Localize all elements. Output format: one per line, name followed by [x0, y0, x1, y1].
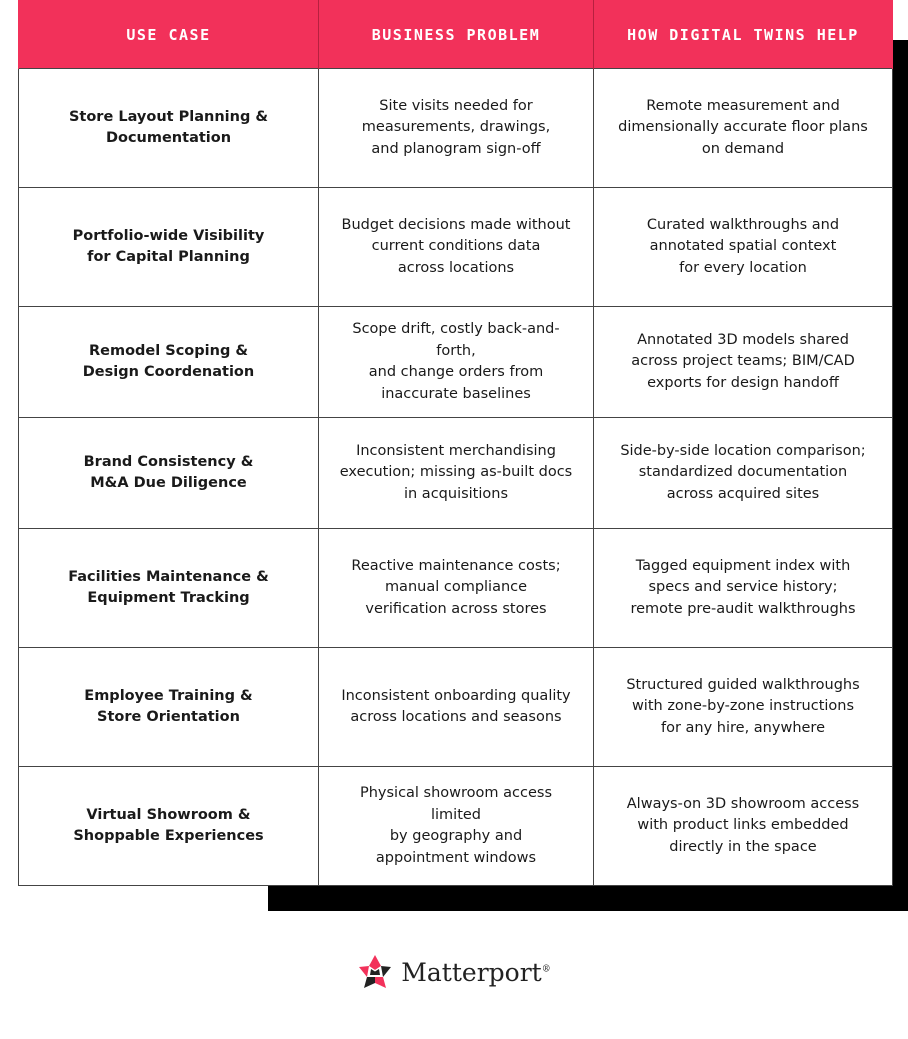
business-problem-cell-line: Physical showroom access limited	[359, 785, 553, 823]
business-problem-cell	[319, 648, 594, 767]
table-row	[19, 648, 893, 767]
digital-twins-help-cell-line: across project teams; BIM/CAD	[631, 353, 855, 370]
digital-twins-help-cell	[594, 648, 893, 767]
table-row	[19, 529, 893, 648]
business-problem-cell-line: measurements, drawings,	[361, 119, 551, 136]
matterport-star-icon	[357, 954, 393, 990]
digital-twins-help-cell-line: across acquired sites	[666, 485, 820, 502]
use-case-cell-line: Portfolio-wide Visibility	[72, 227, 265, 244]
registered-mark: ®	[541, 964, 551, 975]
business-problem-cell-line: Site visits needed for	[379, 97, 533, 114]
business-problem-cell-line: Reactive maintenance costs;	[351, 557, 561, 574]
digital-twins-help-cell-line: specs and service history;	[648, 579, 838, 596]
use-case-cell	[19, 418, 319, 529]
matterport-brand	[0, 952, 908, 992]
business-problem-cell-line: current conditions data	[371, 238, 541, 255]
business-problem-cell	[319, 307, 594, 418]
digital-twins-help-cell-line: with zone-by-zone instructions	[631, 698, 855, 715]
header-how-digital-twins-help: HOW DIGITAL TWINS HELP	[594, 1, 893, 69]
digital-twins-help-cell-line: Annotated 3D models shared	[637, 331, 849, 348]
business-problem-cell-line: manual compliance	[384, 579, 528, 596]
digital-twins-help-cell-line: for every location	[679, 259, 807, 276]
use-case-cell-line: Design Coordenation	[82, 364, 255, 380]
digital-twins-help-cell-line: Side-by-side location comparison;	[620, 442, 866, 459]
use-case-cell	[19, 529, 319, 648]
use-case-cell-line: Employee Training &	[84, 687, 253, 704]
use-case-cell	[19, 188, 319, 307]
use-case-cell-line: Store Layout Planning &	[68, 108, 269, 125]
digital-twins-help-cell	[594, 767, 893, 886]
digital-twins-help-cell-line: Structured guided walkthroughs	[626, 676, 860, 693]
business-problem-cell-line: across locations	[397, 259, 515, 276]
digital-twins-help-cell	[594, 69, 893, 188]
business-problem-cell-line: and change orders from	[368, 364, 544, 380]
digital-twins-help-cell-line: Tagged equipment index with	[635, 557, 851, 574]
digital-twins-help-cell-line: remote pre-audit walkthroughs	[630, 600, 856, 617]
use-case-cell-line: Equipment Tracking	[87, 590, 250, 606]
header-use-case: USE CASE	[19, 1, 319, 69]
use-case-cell	[19, 69, 319, 188]
brand-name	[401, 958, 550, 987]
digital-twins-help-cell-line: Remote measurement and	[646, 97, 840, 114]
use-case-cell-line: M&A Due Diligence	[90, 475, 247, 491]
header-business-problem: BUSINESS PROBLEM	[319, 1, 594, 69]
business-problem-cell-line: Inconsistent merchandising	[356, 442, 556, 459]
use-case-cell	[19, 767, 319, 886]
business-problem-cell	[319, 418, 594, 529]
business-problem-cell	[319, 767, 594, 886]
table-row	[19, 767, 893, 886]
table-row	[19, 307, 893, 418]
business-problem-cell	[319, 529, 594, 648]
use-case-cell-line: Documentation	[105, 130, 232, 146]
digital-twins-help-cell	[594, 529, 893, 648]
use-case-cell-line: Shoppable Experiences	[73, 828, 264, 844]
use-case-table	[18, 0, 893, 886]
digital-twins-help-cell	[594, 307, 893, 418]
brand-name-text: Matterport	[401, 957, 542, 987]
business-problem-cell-line: appointment windows	[375, 849, 537, 866]
business-problem-cell-line: Budget decisions made without	[341, 216, 571, 233]
digital-twins-help-cell-line: for any hire, anywhere	[660, 719, 825, 736]
business-problem-cell	[319, 69, 594, 188]
use-case-cell	[19, 307, 319, 418]
digital-twins-help-cell-line: dimensionally accurate floor plans	[618, 119, 868, 136]
digital-twins-help-cell-line: on demand	[701, 140, 785, 157]
business-problem-cell-line: in acquisitions	[403, 485, 509, 502]
use-case-cell-line: for Capital Planning	[87, 249, 250, 265]
business-problem-cell-line: by geography and	[389, 828, 523, 844]
business-problem-cell-line: execution; missing as-built docs	[339, 464, 573, 481]
digital-twins-help-cell-line: annotated spatial context	[649, 238, 837, 255]
use-case-cell-line: Remodel Scoping &	[88, 342, 249, 359]
business-problem-cell-line: and planogram sign-off	[371, 140, 541, 157]
business-problem-cell-line: Inconsistent onboarding quality	[341, 687, 571, 704]
digital-twins-help-cell	[594, 418, 893, 529]
business-problem-cell-line: across locations and seasons	[350, 709, 562, 725]
table-row	[19, 69, 893, 188]
use-case-cell-line: Store Orientation	[97, 709, 240, 725]
digital-twins-help-cell-line: exports for design handoff	[647, 374, 839, 391]
table-header-row	[19, 1, 893, 69]
use-case-cell-line: Virtual Showroom &	[86, 806, 251, 823]
use-case-cell-line: Brand Consistency &	[83, 453, 254, 470]
digital-twins-help-cell	[594, 188, 893, 307]
digital-twins-help-cell-line: with product links embedded	[637, 817, 849, 834]
use-case-cell-line: Facilities Maintenance &	[68, 568, 269, 585]
use-case-cell	[19, 648, 319, 767]
digital-twins-help-cell-line: directly in the space	[669, 838, 817, 855]
business-problem-cell	[319, 188, 594, 307]
business-problem-cell-line: inaccurate baselines	[381, 385, 531, 402]
digital-twins-help-cell-line: Curated walkthroughs and	[646, 216, 840, 233]
table-row	[19, 418, 893, 529]
digital-twins-help-cell-line: standardized documentation	[638, 464, 848, 481]
business-problem-cell-line: verification across stores	[365, 600, 547, 617]
business-problem-cell-line: Scope drift, costly back-and-forth,	[352, 321, 560, 359]
digital-twins-help-cell-line: Always-on 3D showroom access	[626, 795, 860, 812]
table-row	[19, 188, 893, 307]
